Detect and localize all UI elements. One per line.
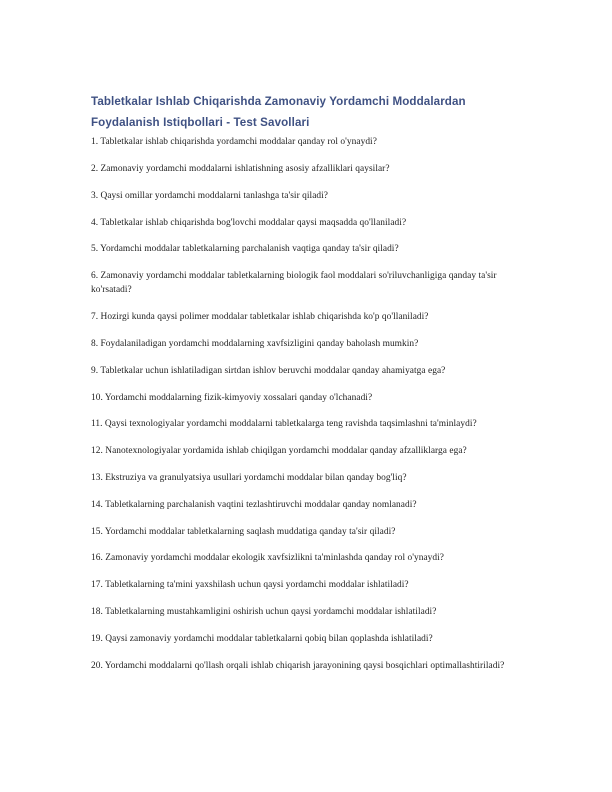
page-title-line-2: Foydalanish Istiqbollari - Test Savollari	[91, 115, 310, 129]
page-title-line-1: Tabletkalar Ishlab Chiqarishda Zamonaviy Yordamchi Moddalardan	[91, 95, 466, 108]
list-item: 11. Qaysi texnologiyalar yordamchi moddalarni tabletkalarga teng ravishda taqsimlashni ta'minlaydi?	[91, 419, 477, 430]
list-item: 16. Zamonaviy yordamchi moddalar ekologik xavfsizlikni ta'minlashda qanday rol o'ynaydi?	[91, 553, 444, 564]
list-item: 6. Zamonaviy yordamchi moddalar tabletkalarning biologik faol moddalari so'riluvchanligiga qanday ta'sir ko'rsatadi?	[91, 271, 497, 296]
list-item: 12. Nanotexnologiyalar yordamida ishlab chiqilgan yordamchi moddalar qanday afzalliklarga ega?	[91, 446, 467, 457]
list-item: 15. Yordamchi moddalar tabletkalarning saqlash muddatiga qanday ta'sir qiladi?	[91, 526, 396, 537]
list-item: 9. Tabletkalar uchun ishlatiladigan sirtdan ishlov beruvchi moddalar qanday ahamiyatga ega?	[91, 365, 446, 376]
list-item: 2. Zamonaviy yordamchi moddalarni ishlatishning asosiy afzalliklari qaysilar?	[91, 163, 390, 174]
list-item: 4. Tabletkalar ishlab chiqarishda bog'lovchi moddalar qaysi maqsadda qo'llaniladi?	[91, 217, 407, 228]
list-item: 20. Yordamchi moddalarni qo'llash orqali ishlab chiqarish jarayonining qaysi bosqichlari optimallashtiriladi?	[91, 660, 505, 671]
question-list	[91, 135, 521, 673]
list-item: 8. Foydalaniladigan yordamchi moddalarning xavfsizligini qanday baholash mumkin?	[91, 338, 419, 349]
list-item: 17. Tabletkalarning ta'mini yaxshilash uchun qaysi yordamchi moddalar ishlatiladi?	[91, 580, 409, 591]
list-item: 1. Tabletkalar ishlab chiqarishda yordamchi moddalar qanday rol o'ynaydi?	[91, 137, 377, 148]
list-item: 18. Tabletkalarning mustahkamligini oshirish uchun qaysi yordamchi moddalar ishlatiladi?	[91, 606, 437, 617]
list-item: 19. Qaysi zamonaviy yordamchi moddalar tabletkalarni qobiq bilan qoplashda ishlatiladi?	[91, 633, 433, 644]
document-content	[91, 92, 521, 673]
list-item: 7. Hozirgi kunda qaysi polimer moddalar tabletkalar ishlab chiqarishda ko'p qo'llaniladi?	[91, 312, 429, 323]
list-item: 14. Tabletkalarning parchalanish vaqtini tezlashtiruvchi moddalar qanday nomlanadi?	[91, 499, 417, 510]
list-item: 13. Ekstruziya va granulyatsiya usullari yordamchi moddalar bilan qanday bog'liq?	[91, 472, 407, 483]
page-title	[91, 92, 511, 133]
list-item: 3. Qaysi omillar yordamchi moddalarni tanlashga ta'sir qiladi?	[91, 190, 329, 201]
list-item: 10. Yordamchi moddalarning fizik-kimyoviy xossalari qanday o'lchanadi?	[91, 392, 373, 403]
list-item: 5. Yordamchi moddalar tabletkalarning parchalanish vaqtiga qanday ta'sir qiladi?	[91, 244, 399, 255]
